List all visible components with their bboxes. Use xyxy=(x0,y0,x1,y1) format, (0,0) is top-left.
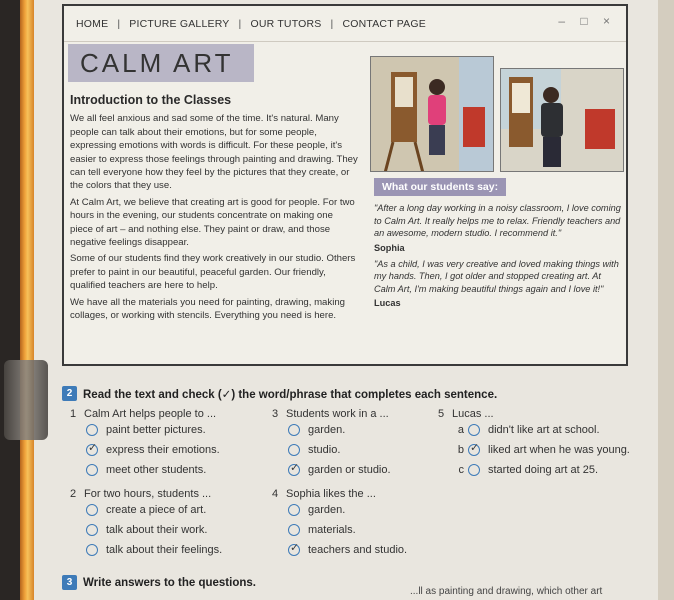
testimonial-quote: "After a long day working in a noisy classroom, I love coming to Calm Art. It really helps me to relax. Friendly teachers and an awesome, modern studio. I recommend it." xyxy=(374,203,621,239)
answer-option[interactable]: ✓ express their emotions. xyxy=(70,440,270,460)
exercise-number-badge: 3 xyxy=(62,575,77,590)
question-stem: 3 Students work in a ... xyxy=(272,408,389,420)
intro-paragraph: At Calm Art, we believe that creating art is good for people. For two hours in the evening, our students concentrate on making one piece of art – and nothing else. They paint or draw, and those negative feelings disappear. xyxy=(70,196,355,249)
radio-circle-icon[interactable] xyxy=(86,464,98,476)
answer-option[interactable]: paint better pictures. xyxy=(70,420,270,440)
site-nav xyxy=(64,6,626,42)
testimonials-section xyxy=(374,178,624,314)
answer-option[interactable]: meet other students. xyxy=(70,460,270,480)
radio-circle-icon[interactable] xyxy=(86,544,98,556)
question-stem: 2 For two hours, students ... xyxy=(70,488,212,500)
book-spine-shadow xyxy=(0,0,22,600)
pencil xyxy=(20,0,34,600)
photo-woman-painting xyxy=(370,56,494,172)
testimonial-name: Sophia xyxy=(374,242,405,253)
website-mockup xyxy=(62,4,628,366)
answer-option[interactable]: b ✓ liked art when he was young. xyxy=(438,440,648,460)
answer-option[interactable]: c started doing art at 25. xyxy=(458,464,599,476)
testimonial-name: Lucas xyxy=(374,298,401,309)
radio-circle-icon[interactable] xyxy=(468,464,480,476)
answer-option[interactable]: garden. xyxy=(272,500,442,520)
question xyxy=(70,408,270,480)
pencil-ferrule xyxy=(4,360,48,440)
nav-home[interactable]: HOME xyxy=(76,17,109,30)
answer-option[interactable]: talk about their feelings. xyxy=(70,540,270,560)
answer-option[interactable]: garden. xyxy=(272,420,442,440)
nav-separator: | xyxy=(117,17,121,30)
question-stem: 5 Lucas ... xyxy=(438,408,494,420)
intro-paragraph: Some of our students find they work creatively in our studio. Others prefer to paint in our beautiful, peaceful garden. Our friendly, qualified teachers are here to help. xyxy=(70,253,356,292)
radio-circle-icon[interactable] xyxy=(288,424,300,436)
photo-man-painting xyxy=(500,68,624,172)
checked-circle-icon[interactable] xyxy=(86,444,98,456)
exercise-2-header xyxy=(62,386,652,401)
answer-option[interactable]: ✓ garden or studio. xyxy=(272,460,442,480)
checked-circle-icon[interactable] xyxy=(288,544,300,556)
question-stem: 1 Calm Art helps people to ... xyxy=(70,408,217,420)
exercise-3-instruction: Write answers to the questions. xyxy=(83,576,256,589)
radio-circle-icon[interactable] xyxy=(288,524,300,536)
nav-contact-page[interactable]: CONTACT PAGE xyxy=(342,17,426,30)
radio-circle-icon[interactable] xyxy=(86,424,98,436)
window-controls-icon: – □ × xyxy=(558,14,616,28)
intro-paragraph: We have all the materials you need for painting, drawing, making collages, or working with stencils. Everything you need is here. xyxy=(70,296,345,322)
answer-option[interactable]: a didn't like art at school. xyxy=(457,424,600,436)
checked-circle-icon[interactable] xyxy=(468,444,480,456)
question xyxy=(272,488,442,560)
question xyxy=(272,408,442,480)
testimonials-heading: What our students say: xyxy=(374,178,506,196)
question xyxy=(70,488,270,560)
question-column xyxy=(272,408,442,568)
answer-option[interactable]: talk about their work. xyxy=(70,520,270,540)
nav-our-tutors[interactable]: OUR TUTORS xyxy=(250,17,322,30)
answer-option[interactable]: create a piece of art. xyxy=(70,500,270,520)
answer-option[interactable]: materials. xyxy=(272,520,442,540)
answer-option[interactable]: ✓ teachers and studio. xyxy=(272,540,442,560)
question xyxy=(438,408,648,480)
intro-paragraph: We all feel anxious and sad some of the time. It's natural. Many people can talk about their emotions, but for some people, expressing emotions with words is difficult. For these people, it's easier to express those feelings through painting and drawing. They can tell everyone how they feel by the pictures that they create, or the colors that they use. xyxy=(70,113,358,192)
exercise-2 xyxy=(62,386,652,556)
intro-section xyxy=(70,94,358,326)
radio-circle-icon[interactable] xyxy=(86,524,98,536)
radio-circle-icon[interactable] xyxy=(86,504,98,516)
answer-option[interactable]: studio. xyxy=(272,440,442,460)
nav-separator: | xyxy=(238,17,242,30)
nav-separator: | xyxy=(330,17,334,30)
question-column xyxy=(70,408,270,568)
radio-circle-icon[interactable] xyxy=(468,424,480,436)
intro-heading: Introduction to the Classes xyxy=(70,93,232,107)
checked-circle-icon[interactable] xyxy=(288,464,300,476)
exercise-3-partial-text: ...ll as painting and drawing, which other art xyxy=(410,586,603,597)
question-stem: 4 Sophia likes the ... xyxy=(272,488,376,500)
exercise-2-instruction: Read the text and check (✓) the word/phrase that completes each sentence. xyxy=(83,388,498,401)
question-column xyxy=(438,408,648,488)
title-banner xyxy=(68,44,254,82)
site-title: CALM ART xyxy=(80,47,234,78)
testimonial-quote: "As a child, I was very creative and loved making things with my hands. Then, I got older and stopped creating art. At Calm Art, I'm making beautiful things again and I love it!" xyxy=(374,259,619,294)
exercise-number-badge: 2 xyxy=(62,386,77,401)
radio-circle-icon[interactable] xyxy=(288,504,300,516)
page-edge xyxy=(658,0,674,600)
nav-picture-gallery[interactable]: PICTURE GALLERY xyxy=(129,17,230,30)
radio-circle-icon[interactable] xyxy=(288,444,300,456)
